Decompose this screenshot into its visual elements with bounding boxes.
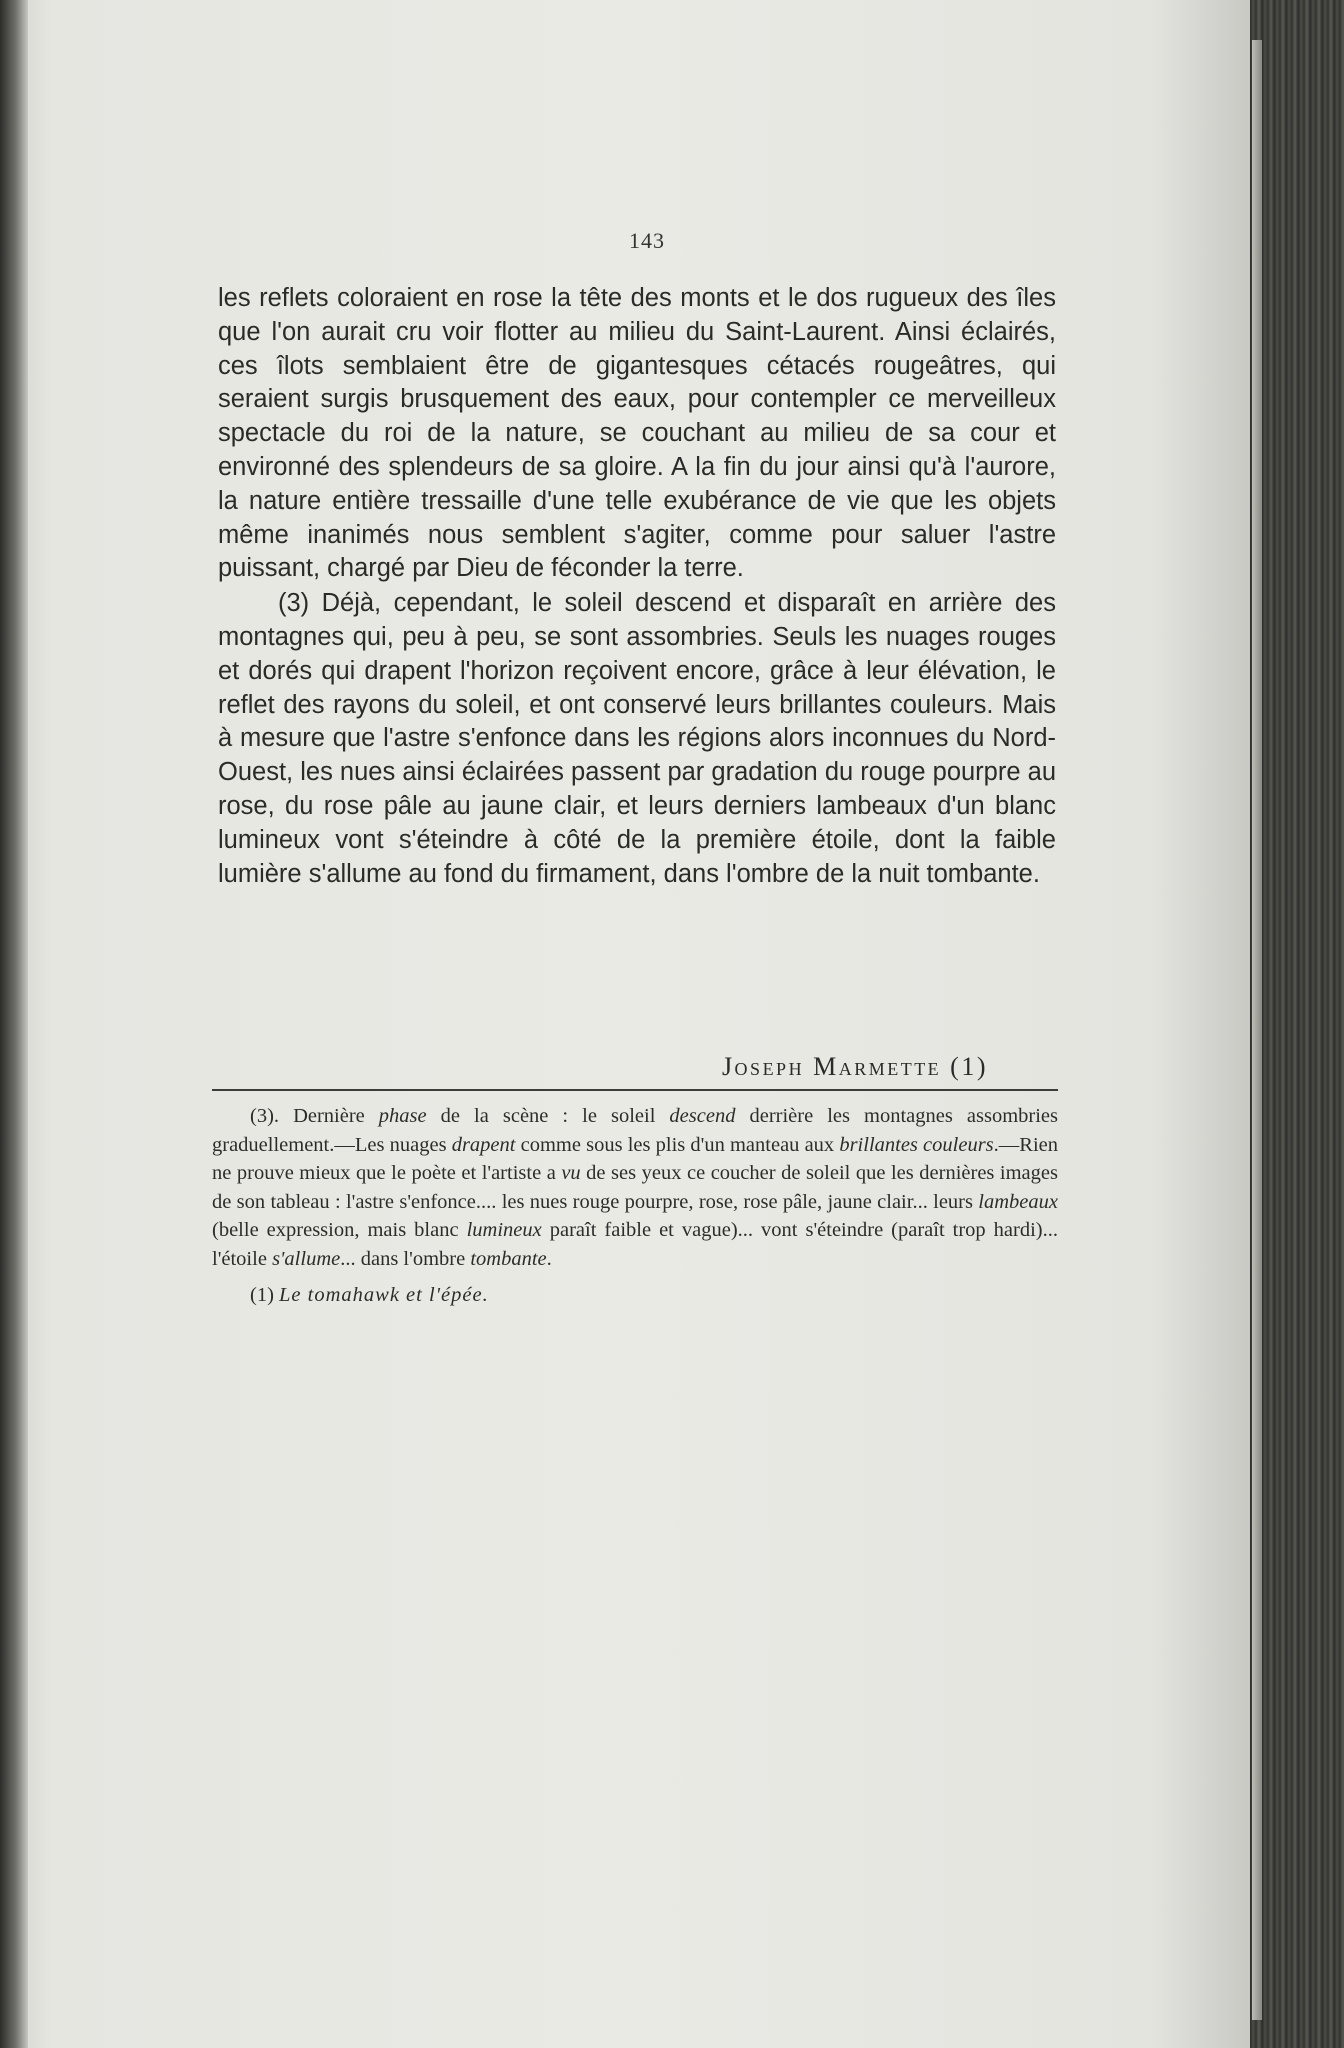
emphasis: descend [669, 1105, 736, 1127]
emphasis: brillantes couleurs [839, 1133, 994, 1156]
footnote-divider [212, 1089, 1058, 1091]
emphasis: drapent [451, 1133, 516, 1156]
footnote-1 [212, 1281, 1058, 1310]
emphasis: phase [378, 1105, 427, 1127]
page-edge-highlight [1252, 40, 1262, 2020]
footnotes [212, 1102, 1058, 1310]
page-binding-shadow [0, 0, 28, 2048]
emphasis: lumineux [466, 1219, 542, 1241]
footnote-1-marker: (1) [250, 1284, 274, 1306]
paragraph-1: les reflets coloraient en rose la tête des monts et le dos rugueux des îles que l'on aurait cru voir flotter au milieu du Saint-Laurent. Ainsi éclairés, ces îlots semblaient être de gigantesques cétacés rougeâtres, qui seraient surgis brusquement des eaux, pour contempler ce merveilleux spectacle du roi de la nature, se couchant au milieu de sa cour et environné des splendeurs de sa gloire. A la fin du jour ainsi qu'à l'aurore, la nature entière tressaille d'une telle exubérance de vie que les objets même inanimés nous semblent s'agiter, comme pour saluer l'astre puissant, chargé par Dieu de féconder la terre. [218, 284, 1056, 583]
emphasis: tombante [470, 1247, 547, 1270]
main-text [218, 282, 1056, 891]
footnote-1-title: Le tomahawk et l'épée. [279, 1284, 489, 1306]
book-page-edges [1250, 0, 1344, 2048]
footnote-3: (3). Dernière phase de la scène : le soleil descend derrière les montagnes assombries graduellement.—Les nuages drapent comme sous les plis d'un manteau aux brillantes couleurs.—Rien ne prouve mieux que le poète et l'artiste a vu de ses yeux ce coucher de soleil que les dernières images de son tableau : l'astre s'enfonce.... les nues rouge pourpre, rose, rose pâle, jaune clair... leurs lambeaux (belle expression, mais blanc lumineux paraît faible et vague)... vont s'éteindre (paraît trop hardi)... l'étoile s'allume... dans l'ombre tombante. [212, 1105, 1059, 1270]
footnote-3-marker: (3). [250, 1105, 280, 1127]
page-number: 143 [629, 228, 665, 253]
paragraph-2: (3) Déjà, cependant, le soleil descend et disparaît en arrière des montagnes qui, peu à peu, se sont assombries. Seuls les nuages rouges et dorés qui drapent l'horizon reçoivent encore, grâce à leur élévation, le reflet des rayons du soleil, et ont conservé leurs brillantes couleurs. Mais à mesure que l'astre s'enfonce dans les régions alors inconnues du Nord-Ouest, les nues ainsi éclairées passent par gradation du rouge pourpre au rose, du rose pâle au jaune clair, et leurs derniers lambeaux d'un blanc lumineux vont s'éteindre à côté de la première étoile, dont la faible lumière s'allume au fond du firmament, dans l'ombre de la nuit tombante. [218, 589, 1056, 888]
author-signature: Joseph Marmette (1) [721, 1052, 988, 1081]
emphasis: s'allume [272, 1247, 341, 1270]
emphasis: vu [561, 1162, 581, 1184]
emphasis: lambeaux [978, 1190, 1058, 1213]
